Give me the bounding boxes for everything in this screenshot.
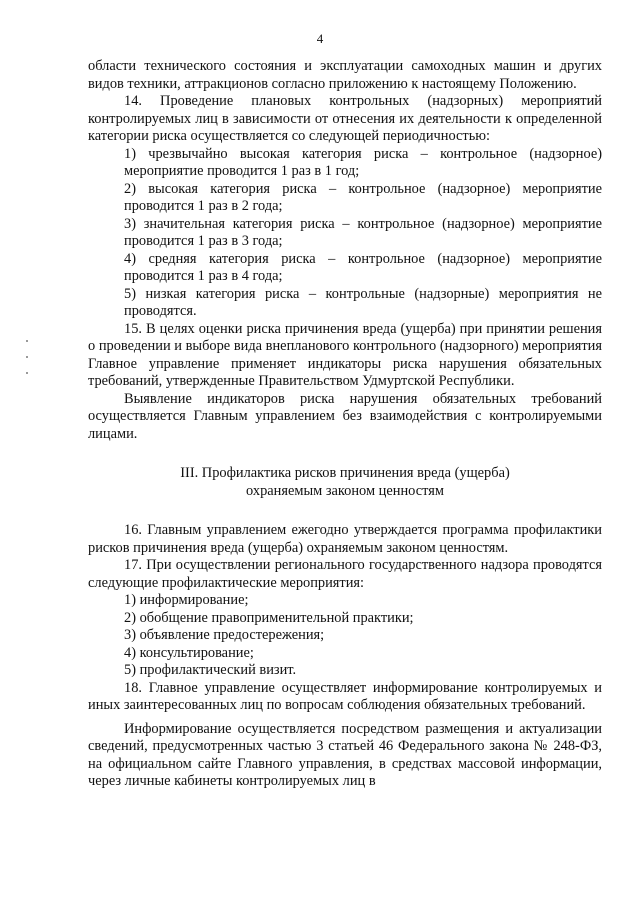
section-18-paragraph-2: Информирование осуществляется посредством размещения и актуализации сведений, предусмотренных частью 3 статьей 46 Федерального закона № 248-ФЗ, на официальном сайте Главного управления, в средствах массовой информации, через личные кабинеты контролируемых лиц в (88, 720, 602, 789)
section-14-paragraph: 14. Проведение плановых контрольных (надзорных) мероприятий контролируемых лиц в зависимости от отнесения их деятельности к определенной категории риска осуществляется со следующей периодичностью: (88, 93, 602, 144)
section-heading-line-2: охраняемым законом ценностям (246, 482, 444, 499)
page-number: 4 (316, 31, 324, 46)
section-17-item: 5) профилактический визит. (124, 662, 297, 678)
section-17-paragraph: 17. При осуществлении регионального государственного надзора проводятся следующие профилактические мероприятия: (88, 557, 602, 591)
section-14-item: 1) чрезвычайно высокая категория риска – контрольное (надзорное) мероприятие проводится 1 раз в 1 год; (124, 145, 602, 179)
section-15-paragraph-2: Выявление индикаторов риска нарушения обязательных требований осуществляется Главным управлением без взаимодействия с контролируемыми лицами. (88, 390, 602, 442)
section-15-paragraph: 15. В целях оценки риска причинения вреда (ущерба) при принятии решения о проведении и выборе вида внепланового контрольного (надзорного) мероприятия Главное управление применяет индикаторы риска нарушения обязательных требований, утвержденные Правительством Удмуртской Республики. (88, 320, 602, 389)
section-17-item: 2) обобщение правоприменительной практики; (124, 609, 414, 626)
section-18-paragraph: 18. Главное управление осуществляет информирование контролируемых и иных заинтересованных лиц по вопросам соблюдения обязательных требований. (88, 679, 602, 713)
section-14-item: 4) средняя категория риска – контрольное (надзорное) мероприятие проводится 1 раз в 4 года; (124, 250, 602, 284)
document-body (88, 58, 602, 791)
section-17-item: 1) информирование; (124, 592, 249, 608)
section-14-item: 5) низкая категория риска – контрольные (надзорные) мероприятия не проводятся. (124, 285, 602, 319)
intro-paragraph: области технического состояния и эксплуатации самоходных машин и других видов техники, аттракционов согласно приложению к настоящему Положению. (88, 58, 602, 92)
scan-specks (26, 340, 34, 388)
section-17-item: 4) консультирование; (124, 644, 254, 661)
section-heading-line-1: III. Профилактика рисков причинения вреда (ущерба) (180, 465, 510, 481)
section-14-item: 3) значительная категория риска – контрольное (надзорное) мероприятие проводится 1 раз в 3 года; (124, 215, 602, 249)
section-16-paragraph: 16. Главным управлением ежегодно утверждается программа профилактики рисков причинения вреда (ущерба) охраняемым законом ценностям. (88, 522, 602, 556)
section-17-item: 3) объявление предостережения; (124, 627, 325, 643)
section-14-item: 2) высокая категория риска – контрольное (надзорное) мероприятие проводится 1 раз в 2 года; (124, 180, 602, 214)
section-heading (88, 465, 602, 500)
